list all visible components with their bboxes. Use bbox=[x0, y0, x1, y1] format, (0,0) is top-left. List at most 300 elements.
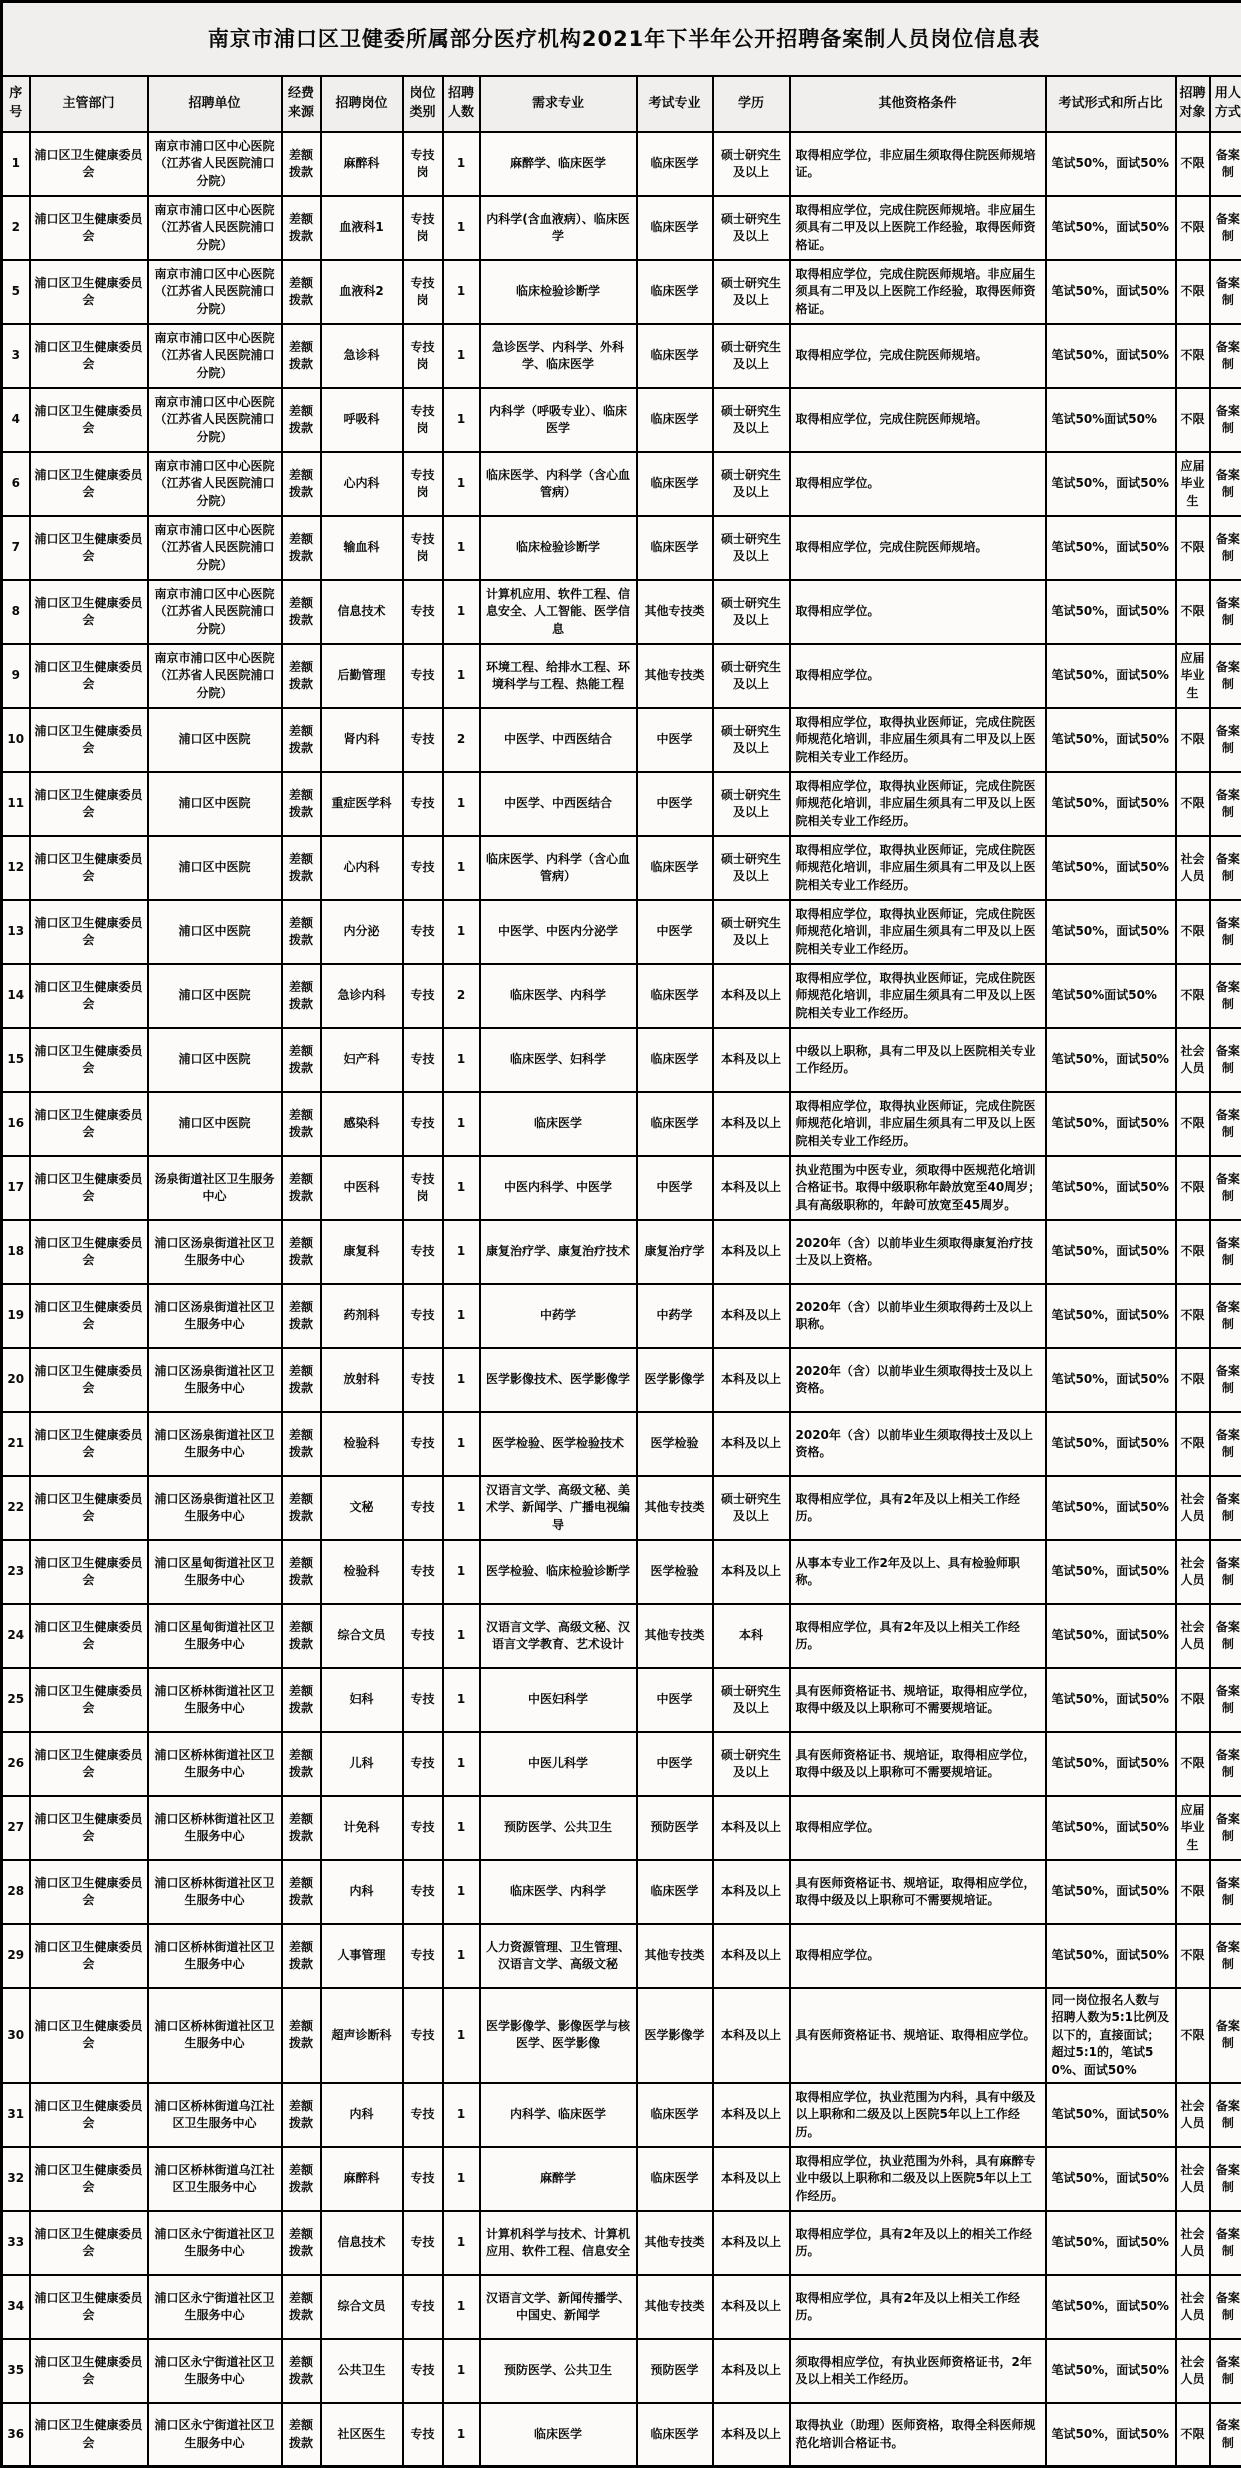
cell-position: 信息技术 bbox=[321, 2211, 403, 2275]
cell-category: 专技 bbox=[403, 1220, 443, 1284]
cell-qualifications: 中级以上职称，具有二甲及以上医院相关专业工作经历。 bbox=[790, 1028, 1046, 1092]
cell-majors: 临床医学 bbox=[480, 2403, 637, 2467]
cell-position: 心内科 bbox=[321, 836, 403, 900]
cell-employment: 备案制 bbox=[1210, 324, 1241, 388]
cell-exam-form: 笔试50%，面试50% bbox=[1046, 1796, 1176, 1860]
cell-category: 专技 bbox=[403, 1796, 443, 1860]
cell-target: 社会人员 bbox=[1176, 2275, 1210, 2339]
cell-count: 1 bbox=[443, 516, 480, 580]
table-row bbox=[2, 708, 1241, 772]
table-row bbox=[2, 1092, 1241, 1156]
cell-position: 人事管理 bbox=[321, 1924, 403, 1988]
cell-position: 文秘 bbox=[321, 1476, 403, 1540]
cell-dept: 浦口区卫生健康委员会 bbox=[30, 1220, 148, 1284]
cell-target: 应届毕业生 bbox=[1176, 1796, 1210, 1860]
cell-target: 不限 bbox=[1176, 1220, 1210, 1284]
cell-position: 肾内科 bbox=[321, 708, 403, 772]
cell-count: 1 bbox=[443, 2339, 480, 2403]
cell-no: 12 bbox=[2, 836, 30, 900]
cell-count: 1 bbox=[443, 1732, 480, 1796]
cell-exam-major: 临床医学 bbox=[637, 516, 713, 580]
cell-count: 1 bbox=[443, 772, 480, 836]
cell-position: 药剂科 bbox=[321, 1284, 403, 1348]
cell-education: 硕士研究生及以上 bbox=[713, 388, 790, 452]
column-header-no: 序号 bbox=[2, 76, 30, 132]
column-header-unit: 招聘单位 bbox=[148, 76, 282, 132]
cell-dept: 浦口区卫生健康委员会 bbox=[30, 900, 148, 964]
cell-position: 公共卫生 bbox=[321, 2339, 403, 2403]
cell-exam-form: 笔试50%，面试50% bbox=[1046, 2339, 1176, 2403]
cell-qualifications: 具有医师资格证书、规培证，取得相应学位，取得中级及以上职称可不需要规培证。 bbox=[790, 1860, 1046, 1924]
cell-unit: 浦口区汤泉街道社区卫生服务中心 bbox=[148, 1284, 282, 1348]
cell-unit: 浦口区汤泉街道社区卫生服务中心 bbox=[148, 1348, 282, 1412]
table-row bbox=[2, 2403, 1241, 2467]
cell-funding: 差额拨款 bbox=[282, 452, 321, 516]
cell-exam-form: 笔试50%，面试50% bbox=[1046, 1540, 1176, 1604]
cell-majors: 康复治疗学、康复治疗技术 bbox=[480, 1220, 637, 1284]
cell-target: 社会人员 bbox=[1176, 2339, 1210, 2403]
cell-category: 专技 bbox=[403, 1028, 443, 1092]
cell-majors: 临床医学、内科学 bbox=[480, 1860, 637, 1924]
cell-exam-major: 临床医学 bbox=[637, 260, 713, 324]
cell-education: 硕士研究生及以上 bbox=[713, 196, 790, 260]
column-header-exam-major: 考试专业 bbox=[637, 76, 713, 132]
cell-no: 3 bbox=[2, 324, 30, 388]
cell-position: 输血科 bbox=[321, 516, 403, 580]
table-row bbox=[2, 324, 1241, 388]
cell-count: 1 bbox=[443, 580, 480, 644]
cell-unit: 浦口区永宁街道社区卫生服务中心 bbox=[148, 2403, 282, 2467]
cell-education: 本科及以上 bbox=[713, 1412, 790, 1476]
cell-target: 不限 bbox=[1176, 580, 1210, 644]
table-row bbox=[2, 836, 1241, 900]
cell-no: 16 bbox=[2, 1092, 30, 1156]
cell-education: 本科及以上 bbox=[713, 1924, 790, 1988]
cell-category: 专技 bbox=[403, 1540, 443, 1604]
cell-exam-form: 笔试50%，面试50% bbox=[1046, 516, 1176, 580]
cell-dept: 浦口区卫生健康委员会 bbox=[30, 196, 148, 260]
cell-qualifications: 取得相应学位。 bbox=[790, 452, 1046, 516]
table-row bbox=[2, 1156, 1241, 1220]
page-title: 南京市浦口区卫健委所属部分医疗机构2021年下半年公开招聘备案制人员岗位信息表 bbox=[2, 2, 1241, 77]
cell-education: 本科及以上 bbox=[713, 2083, 790, 2147]
cell-category: 专技 bbox=[403, 1348, 443, 1412]
cell-target: 不限 bbox=[1176, 708, 1210, 772]
cell-target: 不限 bbox=[1176, 1860, 1210, 1924]
cell-exam-form: 笔试50%，面试50% bbox=[1046, 1028, 1176, 1092]
cell-dept: 浦口区卫生健康委员会 bbox=[30, 1796, 148, 1860]
cell-employment: 备案制 bbox=[1210, 1732, 1241, 1796]
cell-funding: 差额拨款 bbox=[282, 1796, 321, 1860]
cell-target: 社会人员 bbox=[1176, 1540, 1210, 1604]
cell-exam-major: 中药学 bbox=[637, 1284, 713, 1348]
cell-education: 本科及以上 bbox=[713, 2147, 790, 2211]
cell-target: 不限 bbox=[1176, 2403, 1210, 2467]
cell-category: 专技 bbox=[403, 2083, 443, 2147]
cell-exam-form: 笔试50%，面试50% bbox=[1046, 260, 1176, 324]
cell-funding: 差额拨款 bbox=[282, 1284, 321, 1348]
cell-funding: 差额拨款 bbox=[282, 1540, 321, 1604]
cell-dept: 浦口区卫生健康委员会 bbox=[30, 1348, 148, 1412]
cell-exam-major: 中医学 bbox=[637, 772, 713, 836]
cell-position: 超声诊断科 bbox=[321, 1988, 403, 2083]
cell-employment: 备案制 bbox=[1210, 1988, 1241, 2083]
cell-target: 不限 bbox=[1176, 1092, 1210, 1156]
cell-majors: 临床医学、内科学 bbox=[480, 964, 637, 1028]
cell-funding: 差额拨款 bbox=[282, 1604, 321, 1668]
cell-count: 1 bbox=[443, 452, 480, 516]
cell-education: 本科及以上 bbox=[713, 2211, 790, 2275]
cell-category: 专技 bbox=[403, 2275, 443, 2339]
cell-position: 内科 bbox=[321, 1860, 403, 1924]
cell-education: 硕士研究生及以上 bbox=[713, 452, 790, 516]
cell-target: 不限 bbox=[1176, 1412, 1210, 1476]
cell-category: 专技 bbox=[403, 836, 443, 900]
cell-category: 专技 bbox=[403, 772, 443, 836]
cell-exam-form: 笔试50%，面试50% bbox=[1046, 772, 1176, 836]
cell-position: 妇产科 bbox=[321, 1028, 403, 1092]
cell-exam-major: 临床医学 bbox=[637, 2403, 713, 2467]
table-row bbox=[2, 580, 1241, 644]
cell-employment: 备案制 bbox=[1210, 580, 1241, 644]
cell-dept: 浦口区卫生健康委员会 bbox=[30, 132, 148, 196]
cell-category: 专技 bbox=[403, 1860, 443, 1924]
cell-exam-form: 笔试50%，面试50% bbox=[1046, 1476, 1176, 1540]
cell-unit: 南京市浦口区中心医院（江苏省人民医院浦口分院） bbox=[148, 644, 282, 708]
cell-target: 不限 bbox=[1176, 964, 1210, 1028]
cell-education: 本科及以上 bbox=[713, 1540, 790, 1604]
cell-exam-major: 医学检验 bbox=[637, 1412, 713, 1476]
cell-majors: 医学影像技术、医学影像学 bbox=[480, 1348, 637, 1412]
cell-dept: 浦口区卫生健康委员会 bbox=[30, 836, 148, 900]
table-row bbox=[2, 260, 1241, 324]
cell-dept: 浦口区卫生健康委员会 bbox=[30, 452, 148, 516]
cell-dept: 浦口区卫生健康委员会 bbox=[30, 1092, 148, 1156]
cell-count: 1 bbox=[443, 196, 480, 260]
cell-funding: 差额拨款 bbox=[282, 772, 321, 836]
cell-majors: 内科学(含血液病）、临床医学 bbox=[480, 196, 637, 260]
column-header-target: 招聘对象 bbox=[1176, 76, 1210, 132]
cell-education: 本科及以上 bbox=[713, 1796, 790, 1860]
cell-count: 1 bbox=[443, 1476, 480, 1540]
cell-funding: 差额拨款 bbox=[282, 1860, 321, 1924]
cell-funding: 差额拨款 bbox=[282, 1668, 321, 1732]
cell-no: 28 bbox=[2, 1860, 30, 1924]
cell-dept: 浦口区卫生健康委员会 bbox=[30, 644, 148, 708]
cell-education: 本科及以上 bbox=[713, 1156, 790, 1220]
cell-target: 社会人员 bbox=[1176, 1476, 1210, 1540]
cell-position: 信息技术 bbox=[321, 580, 403, 644]
cell-category: 专技 bbox=[403, 644, 443, 708]
table-row bbox=[2, 516, 1241, 580]
table-row bbox=[2, 1220, 1241, 1284]
cell-employment: 备案制 bbox=[1210, 2211, 1241, 2275]
cell-employment: 备案制 bbox=[1210, 2403, 1241, 2467]
cell-qualifications: 取得相应学位，完成住院医师规培。 bbox=[790, 388, 1046, 452]
cell-qualifications: 从事本专业工作2年及以上、具有检验师职称。 bbox=[790, 1540, 1046, 1604]
cell-unit: 浦口区桥林街道社区卫生服务中心 bbox=[148, 1860, 282, 1924]
cell-count: 1 bbox=[443, 2083, 480, 2147]
cell-employment: 备案制 bbox=[1210, 516, 1241, 580]
cell-funding: 差额拨款 bbox=[282, 196, 321, 260]
cell-no: 22 bbox=[2, 1476, 30, 1540]
table-row bbox=[2, 452, 1241, 516]
table-row bbox=[2, 1732, 1241, 1796]
cell-no: 36 bbox=[2, 2403, 30, 2467]
cell-funding: 差额拨款 bbox=[282, 1988, 321, 2083]
cell-majors: 中医学、中医内分泌学 bbox=[480, 900, 637, 964]
table-row bbox=[2, 132, 1241, 196]
cell-category: 专技 bbox=[403, 1412, 443, 1476]
cell-qualifications: 取得相应学位，取得执业医师证，完成住院医师规范化培训，非应届生须具有二甲及以上医院相关专业工作经历。 bbox=[790, 964, 1046, 1028]
cell-target: 不限 bbox=[1176, 324, 1210, 388]
cell-no: 33 bbox=[2, 2211, 30, 2275]
cell-exam-major: 其他专技类 bbox=[637, 1924, 713, 1988]
column-header-category: 岗位类别 bbox=[403, 76, 443, 132]
cell-position: 急诊内科 bbox=[321, 964, 403, 1028]
cell-position: 中医科 bbox=[321, 1156, 403, 1220]
cell-exam-major: 临床医学 bbox=[637, 1860, 713, 1924]
cell-dept: 浦口区卫生健康委员会 bbox=[30, 964, 148, 1028]
cell-dept: 浦口区卫生健康委员会 bbox=[30, 1476, 148, 1540]
cell-majors: 麻醉学 bbox=[480, 2147, 637, 2211]
cell-no: 19 bbox=[2, 1284, 30, 1348]
cell-unit: 浦口区桥林街道社区卫生服务中心 bbox=[148, 1668, 282, 1732]
cell-no: 31 bbox=[2, 2083, 30, 2147]
table-row bbox=[2, 1284, 1241, 1348]
cell-qualifications: 具有医师资格证书、规培证，取得相应学位，取得中级及以上职称可不需要规培证。 bbox=[790, 1668, 1046, 1732]
cell-count: 1 bbox=[443, 324, 480, 388]
cell-funding: 差额拨款 bbox=[282, 836, 321, 900]
cell-funding: 差额拨款 bbox=[282, 1732, 321, 1796]
cell-funding: 差额拨款 bbox=[282, 1156, 321, 1220]
cell-exam-major: 中医学 bbox=[637, 1668, 713, 1732]
cell-funding: 差额拨款 bbox=[282, 1028, 321, 1092]
cell-majors: 汉语言文学、新闻传播学、中国史、新闻学 bbox=[480, 2275, 637, 2339]
cell-category: 专技岗 bbox=[403, 324, 443, 388]
cell-employment: 备案制 bbox=[1210, 2275, 1241, 2339]
cell-count: 1 bbox=[443, 388, 480, 452]
cell-dept: 浦口区卫生健康委员会 bbox=[30, 708, 148, 772]
cell-qualifications: 取得相应学位。 bbox=[790, 1796, 1046, 1860]
cell-funding: 差额拨款 bbox=[282, 2403, 321, 2467]
cell-category: 专技 bbox=[403, 1924, 443, 1988]
cell-education: 硕士研究生及以上 bbox=[713, 772, 790, 836]
cell-funding: 差额拨款 bbox=[282, 644, 321, 708]
cell-employment: 备案制 bbox=[1210, 1540, 1241, 1604]
cell-qualifications: 取得相应学位，完成住院医师规培。非应届生须具有二甲及以上医院工作经验，取得医师资格证。 bbox=[790, 260, 1046, 324]
cell-unit: 浦口区中医院 bbox=[148, 836, 282, 900]
cell-target: 不限 bbox=[1176, 900, 1210, 964]
cell-funding: 差额拨款 bbox=[282, 324, 321, 388]
cell-exam-form: 笔试50%，面试50% bbox=[1046, 1284, 1176, 1348]
cell-unit: 浦口区桥林街道社区卫生服务中心 bbox=[148, 1732, 282, 1796]
cell-unit: 汤泉街道社区卫生服务中心 bbox=[148, 1156, 282, 1220]
cell-majors: 临床医学、内科学（含心血管病） bbox=[480, 836, 637, 900]
cell-funding: 差额拨款 bbox=[282, 580, 321, 644]
cell-education: 硕士研究生及以上 bbox=[713, 580, 790, 644]
cell-exam-major: 医学检验 bbox=[637, 1540, 713, 1604]
table-row bbox=[2, 196, 1241, 260]
cell-employment: 备案制 bbox=[1210, 1412, 1241, 1476]
cell-education: 本科及以上 bbox=[713, 2403, 790, 2467]
cell-position: 检验科 bbox=[321, 1412, 403, 1476]
cell-count: 1 bbox=[443, 260, 480, 324]
column-header-dept: 主管部门 bbox=[30, 76, 148, 132]
table-row bbox=[2, 1348, 1241, 1412]
table-row bbox=[2, 644, 1241, 708]
cell-employment: 备案制 bbox=[1210, 1924, 1241, 1988]
cell-majors: 汉语言文学、高级文秘、汉语言文学教育、艺术设计 bbox=[480, 1604, 637, 1668]
cell-employment: 备案制 bbox=[1210, 388, 1241, 452]
cell-funding: 差额拨款 bbox=[282, 1924, 321, 1988]
cell-count: 1 bbox=[443, 1220, 480, 1284]
cell-category: 专技 bbox=[403, 2147, 443, 2211]
cell-exam-major: 其他专技类 bbox=[637, 644, 713, 708]
cell-employment: 备案制 bbox=[1210, 2339, 1241, 2403]
cell-exam-major: 临床医学 bbox=[637, 836, 713, 900]
cell-no: 6 bbox=[2, 452, 30, 516]
cell-funding: 差额拨款 bbox=[282, 1348, 321, 1412]
cell-funding: 差额拨款 bbox=[282, 2147, 321, 2211]
cell-unit: 浦口区桥林街道社区卫生服务中心 bbox=[148, 1924, 282, 1988]
cell-position: 感染科 bbox=[321, 1092, 403, 1156]
cell-funding: 差额拨款 bbox=[282, 1220, 321, 1284]
cell-majors: 中医妇科学 bbox=[480, 1668, 637, 1732]
cell-no: 4 bbox=[2, 388, 30, 452]
cell-position: 麻醉科 bbox=[321, 132, 403, 196]
cell-dept: 浦口区卫生健康委员会 bbox=[30, 772, 148, 836]
cell-majors: 医学影像学、影像医学与核医学、医学影像 bbox=[480, 1988, 637, 2083]
cell-funding: 差额拨款 bbox=[282, 516, 321, 580]
cell-no: 11 bbox=[2, 772, 30, 836]
cell-no: 13 bbox=[2, 900, 30, 964]
cell-education: 硕士研究生及以上 bbox=[713, 1476, 790, 1540]
cell-category: 专技 bbox=[403, 2211, 443, 2275]
cell-no: 32 bbox=[2, 2147, 30, 2211]
cell-no: 9 bbox=[2, 644, 30, 708]
cell-count: 1 bbox=[443, 1348, 480, 1412]
cell-exam-major: 医学影像学 bbox=[637, 1348, 713, 1412]
cell-exam-major: 临床医学 bbox=[637, 132, 713, 196]
cell-funding: 差额拨款 bbox=[282, 2083, 321, 2147]
cell-exam-major: 其他专技类 bbox=[637, 2275, 713, 2339]
cell-count: 1 bbox=[443, 2147, 480, 2211]
cell-employment: 备案制 bbox=[1210, 644, 1241, 708]
cell-target: 应届毕业生 bbox=[1176, 644, 1210, 708]
cell-qualifications: 执业范围为中医专业，须取得中医规范化培训合格证书。取得中级职称年龄放宽至40周岁；具有高级职称的，年龄可放宽至45周岁。 bbox=[790, 1156, 1046, 1220]
cell-target: 不限 bbox=[1176, 1156, 1210, 1220]
cell-unit: 南京市浦口区中心医院（江苏省人民医院浦口分院） bbox=[148, 516, 282, 580]
cell-exam-form: 笔试50%，面试50% bbox=[1046, 2147, 1176, 2211]
cell-target: 社会人员 bbox=[1176, 2147, 1210, 2211]
cell-employment: 备案制 bbox=[1210, 260, 1241, 324]
cell-funding: 差额拨款 bbox=[282, 260, 321, 324]
cell-qualifications: 2020年（含）以前毕业生须取得药士及以上职称。 bbox=[790, 1284, 1046, 1348]
cell-category: 专技岗 bbox=[403, 452, 443, 516]
cell-no: 27 bbox=[2, 1796, 30, 1860]
cell-funding: 差额拨款 bbox=[282, 2339, 321, 2403]
cell-majors: 医学检验、临床检验诊断学 bbox=[480, 1540, 637, 1604]
cell-funding: 差额拨款 bbox=[282, 388, 321, 452]
cell-target: 社会人员 bbox=[1176, 2083, 1210, 2147]
table-body bbox=[2, 132, 1241, 2467]
cell-unit: 浦口区中医院 bbox=[148, 1092, 282, 1156]
cell-funding: 差额拨款 bbox=[282, 1476, 321, 1540]
cell-unit: 浦口区中医院 bbox=[148, 772, 282, 836]
column-header-count: 招聘人数 bbox=[443, 76, 480, 132]
cell-exam-form: 笔试50%，面试50% bbox=[1046, 2275, 1176, 2339]
cell-employment: 备案制 bbox=[1210, 964, 1241, 1028]
cell-unit: 浦口区永宁街道社区卫生服务中心 bbox=[148, 2339, 282, 2403]
cell-position: 综合文员 bbox=[321, 1604, 403, 1668]
cell-unit: 南京市浦口区中心医院（江苏省人民医院浦口分院） bbox=[148, 196, 282, 260]
table-row bbox=[2, 1860, 1241, 1924]
cell-no: 17 bbox=[2, 1156, 30, 1220]
cell-employment: 备案制 bbox=[1210, 1860, 1241, 1924]
cell-employment: 备案制 bbox=[1210, 132, 1241, 196]
cell-qualifications: 取得相应学位。 bbox=[790, 580, 1046, 644]
cell-dept: 浦口区卫生健康委员会 bbox=[30, 2083, 148, 2147]
cell-majors: 环境工程、给排水工程、环境科学与工程、热能工程 bbox=[480, 644, 637, 708]
cell-education: 本科及以上 bbox=[713, 1988, 790, 2083]
cell-qualifications: 取得相应学位，执业范围为外科，具有麻醉专业中级以上职称和二级及以上医院5年以上工作经历。 bbox=[790, 2147, 1046, 2211]
cell-count: 1 bbox=[443, 1796, 480, 1860]
cell-count: 1 bbox=[443, 2211, 480, 2275]
cell-education: 本科及以上 bbox=[713, 1348, 790, 1412]
cell-majors: 人力资源管理、卫生管理、汉语言文学、高级文秘 bbox=[480, 1924, 637, 1988]
cell-category: 专技 bbox=[403, 580, 443, 644]
cell-target: 不限 bbox=[1176, 1668, 1210, 1732]
cell-education: 本科及以上 bbox=[713, 1220, 790, 1284]
cell-category: 专技岗 bbox=[403, 132, 443, 196]
cell-no: 24 bbox=[2, 1604, 30, 1668]
cell-employment: 备案制 bbox=[1210, 1476, 1241, 1540]
cell-exam-form: 笔试50%面试50% bbox=[1046, 388, 1176, 452]
cell-education: 硕士研究生及以上 bbox=[713, 260, 790, 324]
cell-exam-major: 临床医学 bbox=[637, 1028, 713, 1092]
cell-exam-form: 笔试50%，面试50% bbox=[1046, 1348, 1176, 1412]
cell-position: 计免科 bbox=[321, 1796, 403, 1860]
cell-qualifications: 取得相应学位，取得执业医师证，完成住院医师规范化培训，非应届生须具有二甲及以上医院相关专业工作经历。 bbox=[790, 900, 1046, 964]
cell-majors: 中药学 bbox=[480, 1284, 637, 1348]
cell-qualifications: 取得执业（助理）医师资格，取得全科医师规范化培训合格证书。 bbox=[790, 2403, 1046, 2467]
cell-exam-form: 笔试50%，面试50% bbox=[1046, 1092, 1176, 1156]
cell-dept: 浦口区卫生健康委员会 bbox=[30, 1412, 148, 1476]
cell-education: 硕士研究生及以上 bbox=[713, 900, 790, 964]
cell-exam-major: 临床医学 bbox=[637, 452, 713, 516]
cell-category: 专技 bbox=[403, 2339, 443, 2403]
cell-qualifications: 取得相应学位，具有2年及以上的相关工作经历。 bbox=[790, 2211, 1046, 2275]
cell-target: 不限 bbox=[1176, 1924, 1210, 1988]
cell-exam-form: 笔试50%，面试50% bbox=[1046, 1732, 1176, 1796]
cell-qualifications: 2020年（含）以前毕业生须取得技士及以上资格。 bbox=[790, 1348, 1046, 1412]
cell-employment: 备案制 bbox=[1210, 1156, 1241, 1220]
cell-exam-form: 笔试50%，面试50% bbox=[1046, 452, 1176, 516]
table-row bbox=[2, 2147, 1241, 2211]
cell-exam-form: 笔试50%，面试50% bbox=[1046, 1156, 1176, 1220]
cell-position: 检验科 bbox=[321, 1540, 403, 1604]
cell-education: 硕士研究生及以上 bbox=[713, 1732, 790, 1796]
cell-no: 21 bbox=[2, 1412, 30, 1476]
cell-qualifications: 取得相应学位，取得执业医师证，完成住院医师规范化培训，非应届生须具有二甲及以上医院相关专业工作经历。 bbox=[790, 708, 1046, 772]
cell-count: 1 bbox=[443, 2275, 480, 2339]
cell-qualifications: 取得相应学位，具有2年及以上相关工作经历。 bbox=[790, 1604, 1046, 1668]
cell-qualifications: 取得相应学位，执业范围为内科，具有中级及以上职称和二级及以上医院5年以上工作经历。 bbox=[790, 2083, 1046, 2147]
cell-exam-major: 临床医学 bbox=[637, 2147, 713, 2211]
cell-exam-major: 临床医学 bbox=[637, 196, 713, 260]
cell-target: 不限 bbox=[1176, 1348, 1210, 1412]
